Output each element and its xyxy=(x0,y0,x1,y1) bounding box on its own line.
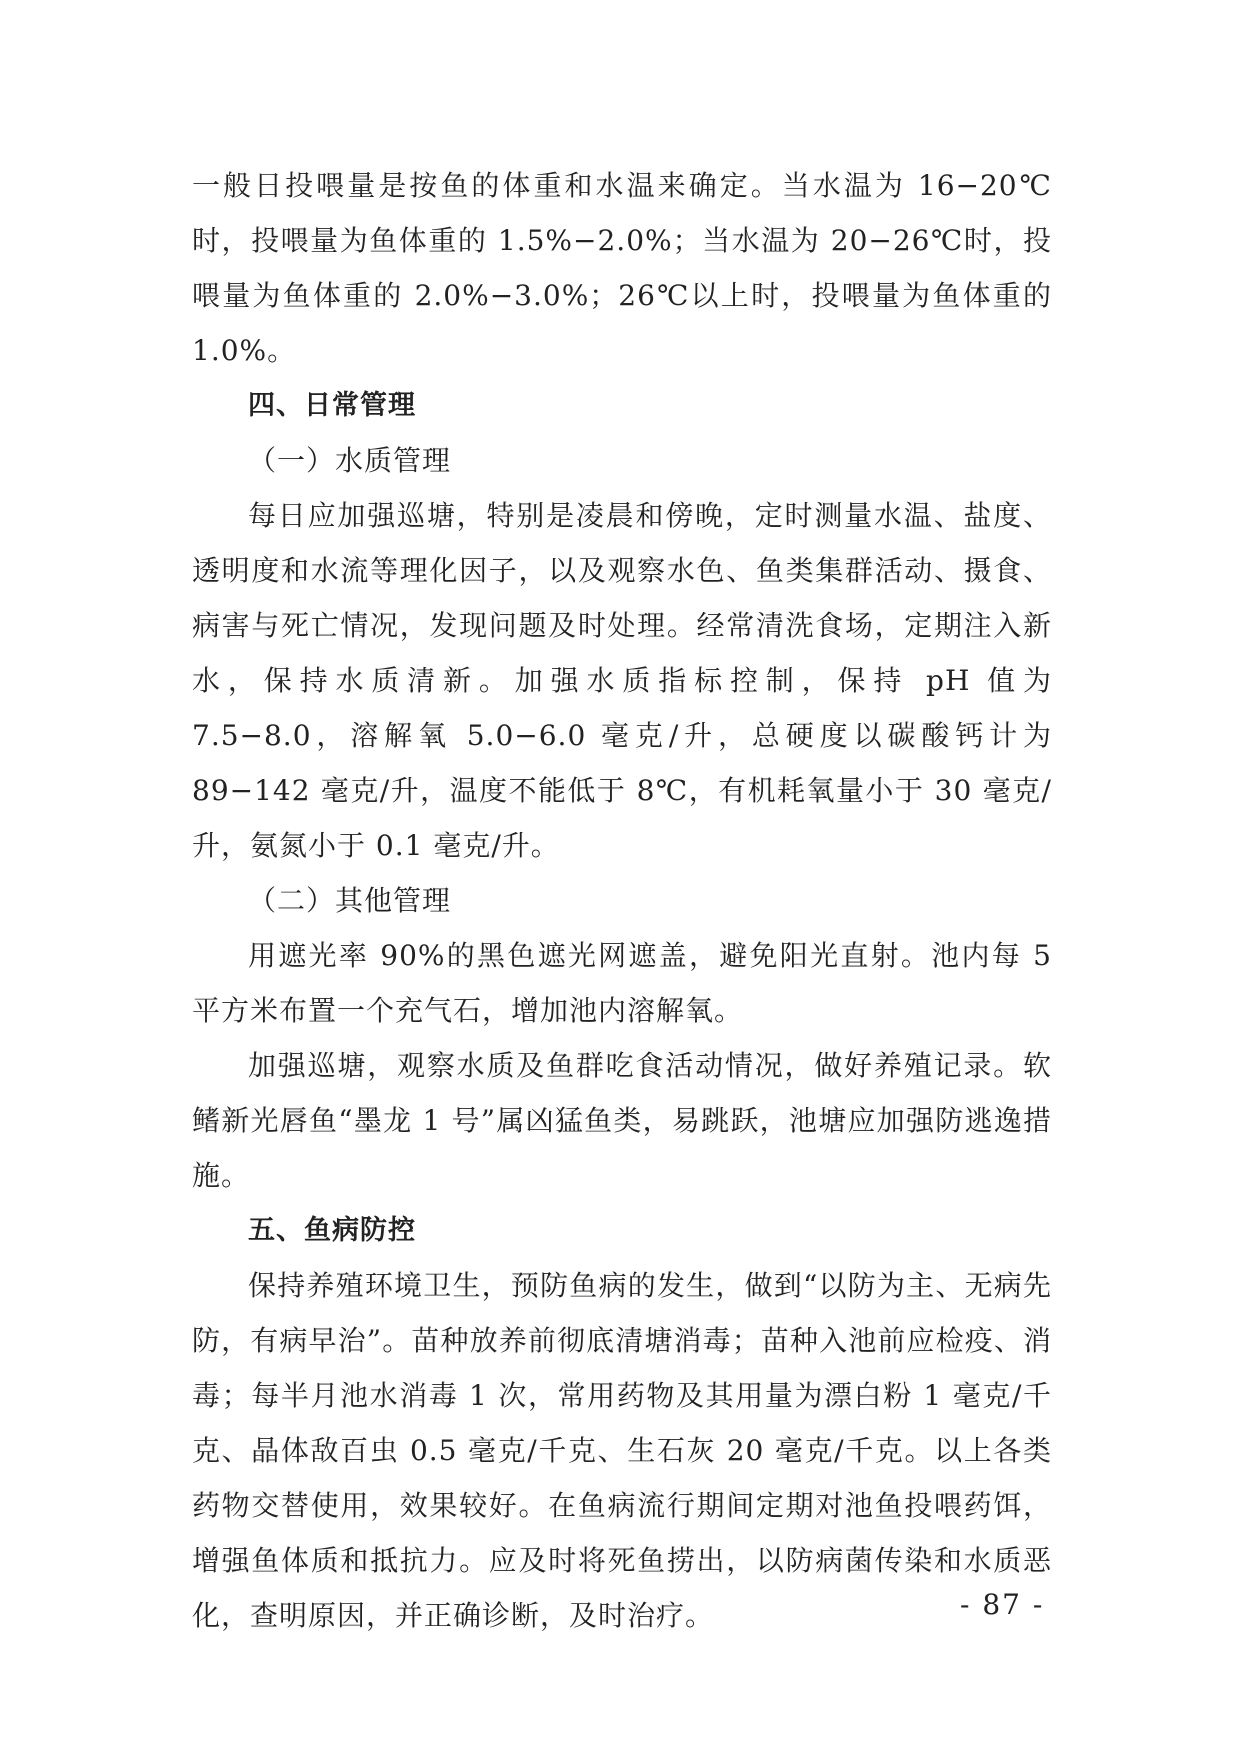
page-number: - 87 - xyxy=(960,1588,1045,1621)
heading-disease-control: 五、鱼病防控 xyxy=(248,1215,416,1246)
paragraph-feeding-amount: 一般日投喂量是按鱼的体重和水温来确定。当水温为 16−20℃时，投喂量为鱼体重的 1.5%−2.0%；当水温为 20−26℃时，投喂量为鱼体重的 2.0%−3.0%；26℃以上时，投喂量为鱼体重的 1.0%。 xyxy=(192,169,1052,367)
subheading-water-quality: （一）水质管理 xyxy=(248,444,452,477)
document-body xyxy=(192,158,1052,1643)
paragraph-disease-control: 保持养殖环境卫生，预防鱼病的发生，做到“以防为主、无病先防，有病早治”。苗种放养前彻底清塘消毒；苗种入池前应检疫、消毒；每半月池水消毒 1 次，常用药物及其用量为漂白粉 1 毫克/千克、晶体敌百虫 0.5 毫克/千克、生石灰 20 毫克/千克。以上各类药物交替使用，效果较好。在鱼病流行期间定期对池鱼投喂药饵，增强鱼体质和抵抗力。应及时将死鱼捞出，以防病菌传染和水质恶化，查明原因，并正确诊断，及时治疗。 xyxy=(192,1269,1052,1632)
heading-daily-management: 四、日常管理 xyxy=(248,390,416,421)
paragraph-shading: 用遮光率 90%的黑色遮光网遮盖，避免阳光直射。池内每 5 平方米布置一个充气石，增加池内溶解氧。 xyxy=(192,939,1052,1027)
subheading-other-management: （二）其他管理 xyxy=(248,884,452,917)
paragraph-water-quality: 每日应加强巡塘，特别是凌晨和傍晚，定时测量水温、盐度、透明度和水流等理化因子，以及观察水色、鱼类集群活动、摄食、病害与死亡情况，发现问题及时处理。经常清洗食场，定期注入新水，保持水质清新。加强水质指标控制，保持 pH 值为 7.5−8.0，溶解氧 5.0−6.0 毫克/升，总硬度以碳酸钙计为 89−142 毫克/升，温度不能低于 8℃，有机耗氧量小于 30 毫克/升，氨氮小于 0.1 毫克/升。 xyxy=(192,499,1052,862)
paragraph-patrol: 加强巡塘，观察水质及鱼群吃食活动情况，做好养殖记录。软鳍新光唇鱼“墨龙 1 号”属凶猛鱼类，易跳跃，池塘应加强防逃逸措施。 xyxy=(192,1049,1052,1192)
